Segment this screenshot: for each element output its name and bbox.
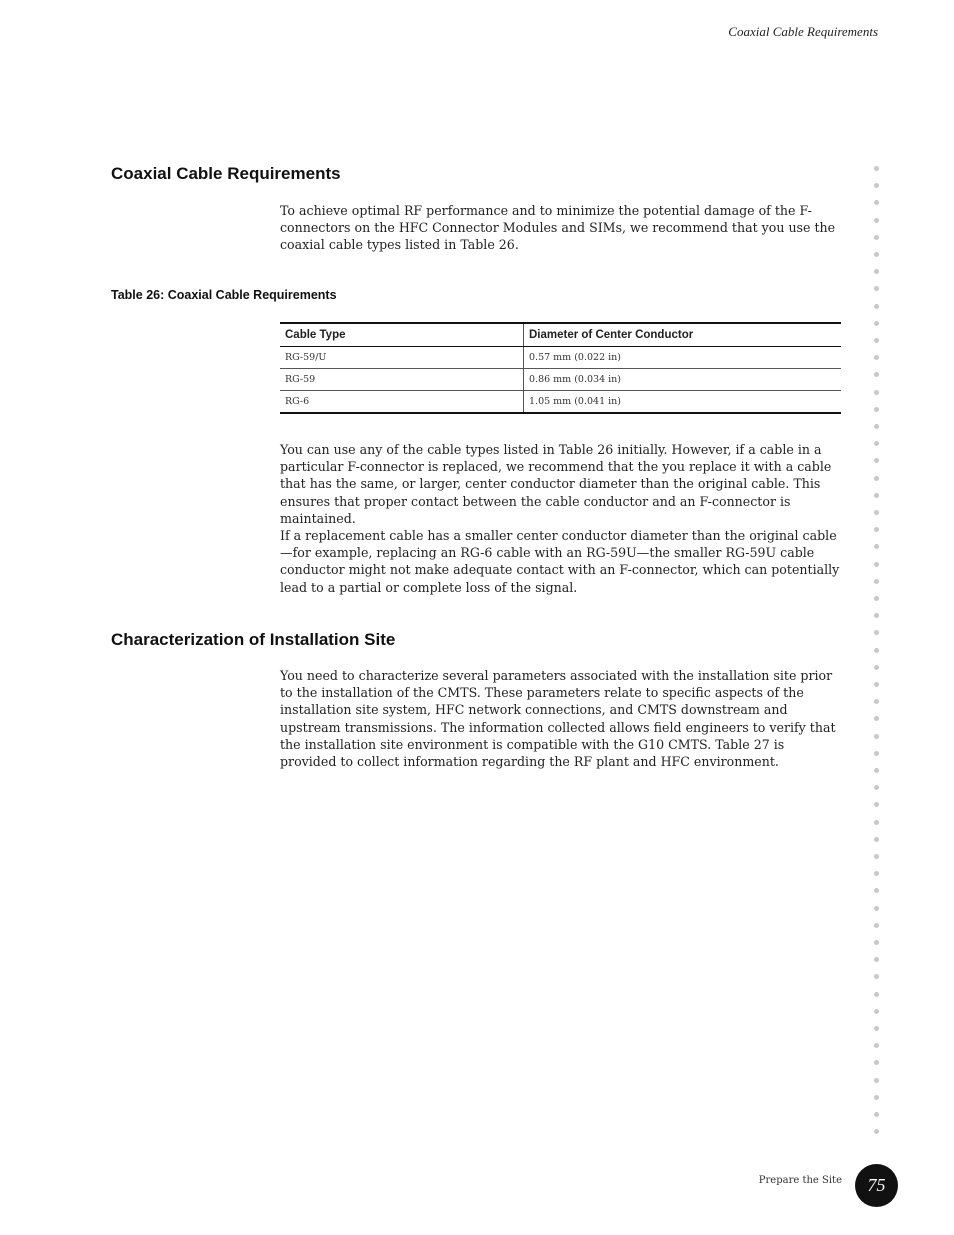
section-heading-coaxial: Coaxial Cable Requirements [111,164,341,183]
margin-dot [874,854,879,859]
margin-dot [874,458,879,463]
table-caption: Table 26: Coaxial Cable Requirements [111,288,337,302]
table-row [280,391,841,414]
cable-table [280,322,841,414]
margin-dot [874,820,879,825]
margin-dot [874,699,879,704]
margin-dot [874,304,879,309]
margin-dot [874,734,879,739]
installation-site-paragraph: You need to characterize several parameters associated with the installation site prior to the installation of the CMTS. These parameters relate to specific aspects of the installation site system, HFC network connections, and CMTS downstream and upstream transmissions. The information collected allows field engineers to verify that the installation site environment is compatible with the G10 CMTS. Table 27 is provided to collect information regarding the RF plant and HFC environment. [280,668,836,770]
margin-dot [874,338,879,343]
margin-dot [874,476,879,481]
section-heading-installation-site: Characterization of Installation Site [111,630,396,649]
margin-dot [874,1129,879,1134]
margin-dot [874,1060,879,1065]
margin-dot [874,235,879,240]
table-cell-diameter: 0.86 mm (0.034 in) [524,369,842,391]
margin-dot [874,1112,879,1117]
margin-dot [874,321,879,326]
table-cell-cable-type: RG-59 [280,369,524,391]
table-cell-diameter: 0.57 mm (0.022 in) [524,347,842,369]
margin-dot [874,682,879,687]
margin-dot [874,441,879,446]
margin-dot [874,183,879,188]
table-row [280,369,841,391]
margin-dot [874,802,879,807]
intro-paragraph: To achieve optimal RF performance and to minimize the potential damage of the F-connectors on the HFC Connector Modules and SIMs, we recommend that you use the coaxial cable types listed in Table 26. [280,203,836,253]
footer-chapter-label: Prepare the Site [758,1175,842,1186]
margin-dot [874,1078,879,1083]
margin-dot [874,596,879,601]
dotted-margin-rail [872,166,882,1141]
margin-dot [874,1009,879,1014]
table-header-row [280,323,841,347]
margin-dot [874,269,879,274]
margin-dot [874,906,879,911]
margin-dot [874,613,879,618]
margin-dot [874,940,879,945]
margin-dot [874,1095,879,1100]
margin-dot [874,218,879,223]
margin-dot [874,974,879,979]
margin-dot [874,992,879,997]
margin-dot [874,957,879,962]
margin-dot [874,372,879,377]
margin-dot [874,716,879,721]
running-head: Coaxial Cable Requirements [728,24,878,39]
margin-dot [874,407,879,412]
margin-dot [874,768,879,773]
margin-dot [874,527,879,532]
column-header-diameter: Diameter of Center Conductor [524,323,842,347]
margin-dot [874,630,879,635]
table-cell-cable-type: RG-59/U [280,347,524,369]
margin-dot [874,1043,879,1048]
table-cell-cable-type: RG-6 [280,391,524,414]
margin-dot [874,493,879,498]
margin-dot [874,200,879,205]
margin-dot [874,166,879,171]
margin-dot [874,252,879,257]
margin-dot [874,923,879,928]
table-row [280,347,841,369]
margin-dot [874,665,879,670]
margin-dot [874,579,879,584]
margin-dot [874,510,879,515]
margin-dot [874,888,879,893]
margin-dot [874,1026,879,1031]
table-cell-diameter: 1.05 mm (0.041 in) [524,391,842,414]
margin-dot [874,286,879,291]
column-header-cable-type: Cable Type [280,323,524,347]
margin-dot [874,871,879,876]
margin-dot [874,355,879,360]
margin-dot [874,544,879,549]
margin-dot [874,785,879,790]
body-paragraph-smaller-conductor: If a replacement cable has a smaller center conductor diameter than the original cable—for example, replacing an RG-6 cable with an RG-59U—the smaller RG-59U cable conductor might not make adequate contact with an F-connector, which can potentially lead to a partial or complete loss of the signal. [280,528,840,595]
margin-dot [874,648,879,653]
body-paragraph-replacement: You can use any of the cable types listed in Table 26 initially. However, if a cable in a particular F-connector is replaced, we recommend that the you replace it with a cable that has the same, or larger, center conductor diameter than the original cable. This ensures that proper contact between the cable conductor and an F-connector is maintained. [280,442,832,526]
margin-dot [874,562,879,567]
page-number-badge: 75 [855,1164,898,1207]
margin-dot [874,390,879,395]
margin-dot [874,424,879,429]
margin-dot [874,751,879,756]
margin-dot [874,837,879,842]
